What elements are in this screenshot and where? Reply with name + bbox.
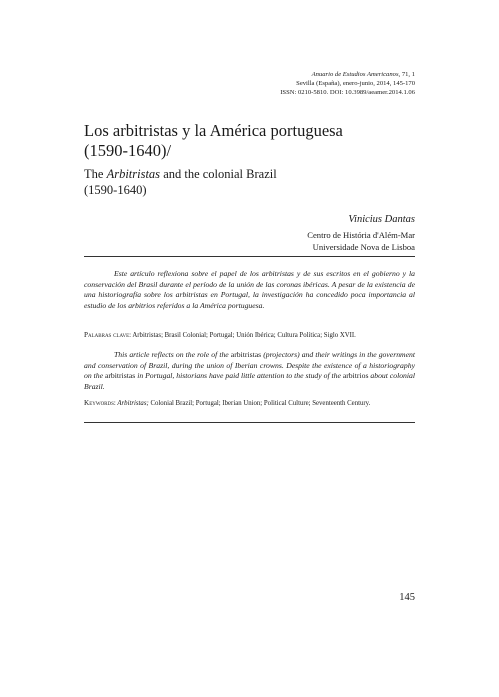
article-title-english (84, 166, 424, 198)
title-en-line1 (84, 166, 424, 182)
abstract-english (84, 350, 415, 392)
page-number: 145 (399, 592, 415, 603)
keywords-spanish (84, 331, 415, 341)
journal-header (175, 70, 415, 97)
author-affiliation-1: Centro de História d'Além-Mar (307, 230, 415, 240)
keywords-en-colon: : (113, 400, 116, 407)
abstract-en-text (84, 350, 415, 392)
title-en-prefix: The (84, 167, 107, 181)
abstract-en-term2: arbitristas (104, 371, 136, 380)
author-block (195, 213, 415, 253)
title-es-line2: (1590-1640)/ (84, 140, 172, 160)
title-en-italic: Arbitristas (106, 167, 161, 181)
author-affiliation-2: Universidade Nova de Lisboa (312, 241, 415, 252)
bottom-divider (84, 422, 415, 423)
abstract-en-term1: arbitristas (230, 350, 262, 359)
abstract-spanish (84, 269, 415, 311)
journal-date-line: Sevilla (España), enero-junio, 2014, 145-170 (296, 80, 415, 87)
article-title-spanish (84, 121, 424, 160)
abstract-en-part3: in Portugal, historians have paid little attention to the study of the (135, 371, 343, 380)
abstract-en-term3: arbitrios (342, 371, 369, 380)
journal-volume: , 71, 1 (398, 71, 415, 78)
author-name: Vinicius Dantas (348, 214, 415, 225)
journal-issn-doi: ISSN: 0210-5810. DOI: 10.3989/aeamer.2014.1.06 (280, 89, 415, 96)
keywords-english (84, 399, 415, 409)
journal-name: Anuario de Estudios Americanos (311, 71, 399, 78)
keywords-es-colon: : (129, 332, 132, 339)
title-en-suffix: and the colonial Brazil (160, 167, 277, 181)
keywords-en-text: Colonial Brazil; Portugal; Iberian Union; Political Culture; Seventeenth Century. (148, 400, 371, 407)
journal-citation-line (175, 70, 415, 79)
abstract-en-part2: (projectors) and their writings in the government and conservation of Brazil, during the union of Iberian crowns. Despite the existence of a historiography on the (84, 350, 415, 380)
keywords-en-italic: Arbitristas; (115, 400, 149, 407)
top-divider (84, 256, 415, 257)
keywords-en-label: Keywords (84, 399, 114, 407)
title-es-line1: Los arbitristas y la América portuguesa (84, 121, 343, 140)
keywords-es-label: Palabras clave (84, 331, 130, 339)
abstract-en-part1: This article reflects on the role of the (114, 350, 231, 359)
keywords-es-text: Arbitristas; Brasil Colonial; Portugal; Unión Ibérica; Cultura Política; Siglo XVII. (131, 332, 356, 339)
title-en-line2: (1590-1640) (84, 183, 147, 197)
abstract-es-text: Este artículo reflexiona sobre el papel de los arbitristas y de sus escritos en el gobierno y la conservación del Brasil durante el período de la unión de las coronas ibéricas. A pesar de la existencia de una historiografía sobre los arbitristas en Portugal, la investigación ha concedido poca importancia al estudio de los arbitrios referidos a la América portuguesa. (84, 269, 415, 310)
abstract-en-part4: about colonial Brazil. (84, 371, 416, 391)
